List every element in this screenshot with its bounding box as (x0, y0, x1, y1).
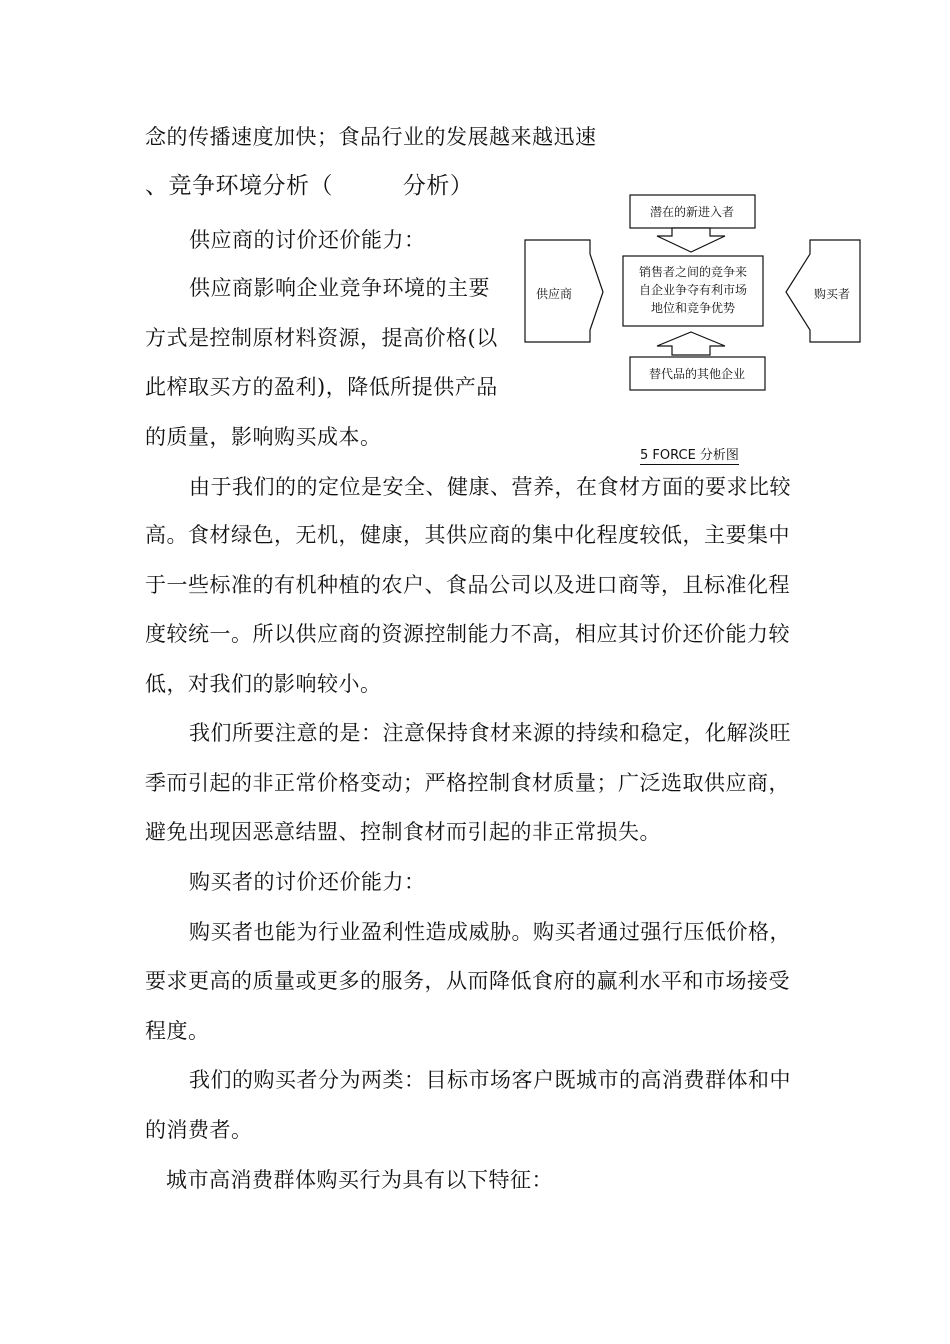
substitutes-label: 替代品的其他企业 (648, 367, 746, 381)
paragraph-line: 供应商影响企业竞争环境的主要 (189, 276, 490, 300)
section-heading (145, 173, 473, 199)
diagram-caption: 5 FORCE 分析图 (640, 448, 739, 463)
paragraph-line: 于一些标准的有机种植的农户、食品公司以及进口商等，且标准化程 (145, 573, 790, 597)
supplier-subheading: 供应商的讨价还价能力： (189, 228, 426, 252)
arrow-up-icon (657, 332, 725, 355)
rivalry-label-line: 销售者之间的竞争来 (638, 265, 748, 279)
paragraph-line: 此榨取买方的盈利)，降低所提供产品 (145, 375, 498, 399)
paragraph-line: 季而引起的非正常价格变动；严格控制食材质量；广泛选取供应商， (145, 771, 790, 795)
paragraph-line: 高。食材绿色，无机，健康，其供应商的集中化程度较低，主要集中 (145, 523, 790, 547)
section-heading-text: 、竞争环境分析（ (145, 173, 333, 199)
paragraph-line: 的质量，影响购买成本。 (145, 425, 382, 449)
city-consumers-line: 城市高消费群体购买行为具有以下特征： (166, 1168, 553, 1192)
buyer-subheading: 购买者的讨价还价能力： (189, 870, 426, 894)
new-entrants-label: 潜在的新进入者 (649, 205, 735, 219)
paragraph-line: 方式是控制原材料资源，提高价格(以 (145, 326, 498, 350)
paragraph-line: 要求更高的质量或更多的服务，从而降低食府的赢利水平和市场接受 (145, 969, 790, 993)
rivalry-label-line: 自企业争夺有利市场 (638, 283, 748, 297)
buyer-label: 购买者 (813, 287, 851, 301)
paragraph-line: 我们的购买者分为两类：目标市场客户既城市的高消费群体和中 (189, 1068, 791, 1092)
paragraph-line: 由于我们的的定位是安全、健康、营养，在食材方面的要求比较 (189, 475, 791, 499)
paragraph-line: 购买者也能为行业盈利性造成威胁。购买者通过强行压低价格， (189, 920, 791, 944)
paragraph-line: 度较统一。所以供应商的资源控制能力不高，相应其讨价还价能力较 (145, 622, 790, 646)
five-force-diagram (520, 192, 865, 392)
rivalry-label-line: 地位和竞争优势 (650, 301, 736, 315)
section-heading-tail: 分析） (402, 173, 474, 199)
paragraph-line: 念的传播速度加快；食品行业的发展越来越迅速 (145, 125, 597, 149)
paragraph-line: 低，对我们的影响较小。 (145, 672, 382, 696)
paragraph-line: 避免出现因恶意结盟、控制食材而引起的非正常损失。 (145, 820, 661, 844)
paragraph-line: 我们所要注意的是：注意保持食材来源的持续和稳定，化解淡旺 (189, 721, 791, 745)
paragraph-line: 程度。 (145, 1019, 210, 1043)
paragraph-line: 的消费者。 (145, 1118, 253, 1142)
arrow-down-icon (657, 228, 725, 252)
supplier-label: 供应商 (535, 287, 573, 301)
